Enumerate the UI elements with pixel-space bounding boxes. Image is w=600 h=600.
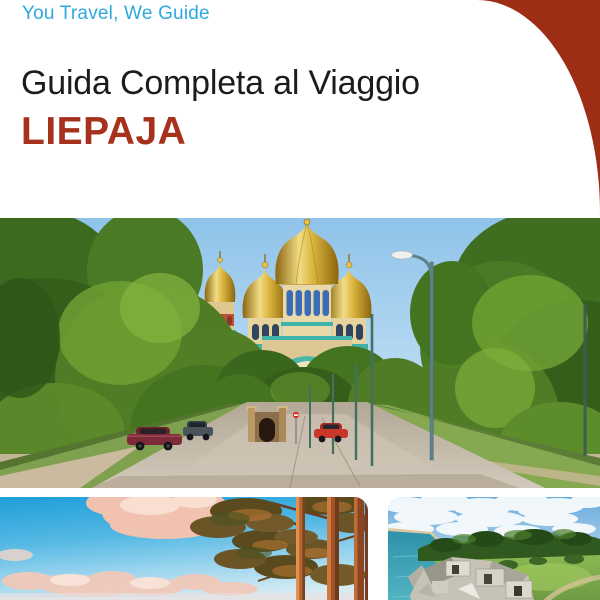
photo-sunset-pines <box>0 497 368 600</box>
city-name-title: LIEPAJA <box>21 110 187 153</box>
page-title: Guida Completa al Viaggio <box>21 64 420 102</box>
hero-photo-cathedral <box>0 218 600 488</box>
coastal-ruins-illustration <box>388 497 600 600</box>
photo-coastal-ruins <box>388 497 600 600</box>
corner-accent-shape <box>477 0 600 213</box>
sunset-pines-illustration <box>0 497 368 600</box>
brand-tagline: You Travel, We Guide <box>22 3 210 24</box>
cathedral-illustration <box>0 218 600 488</box>
